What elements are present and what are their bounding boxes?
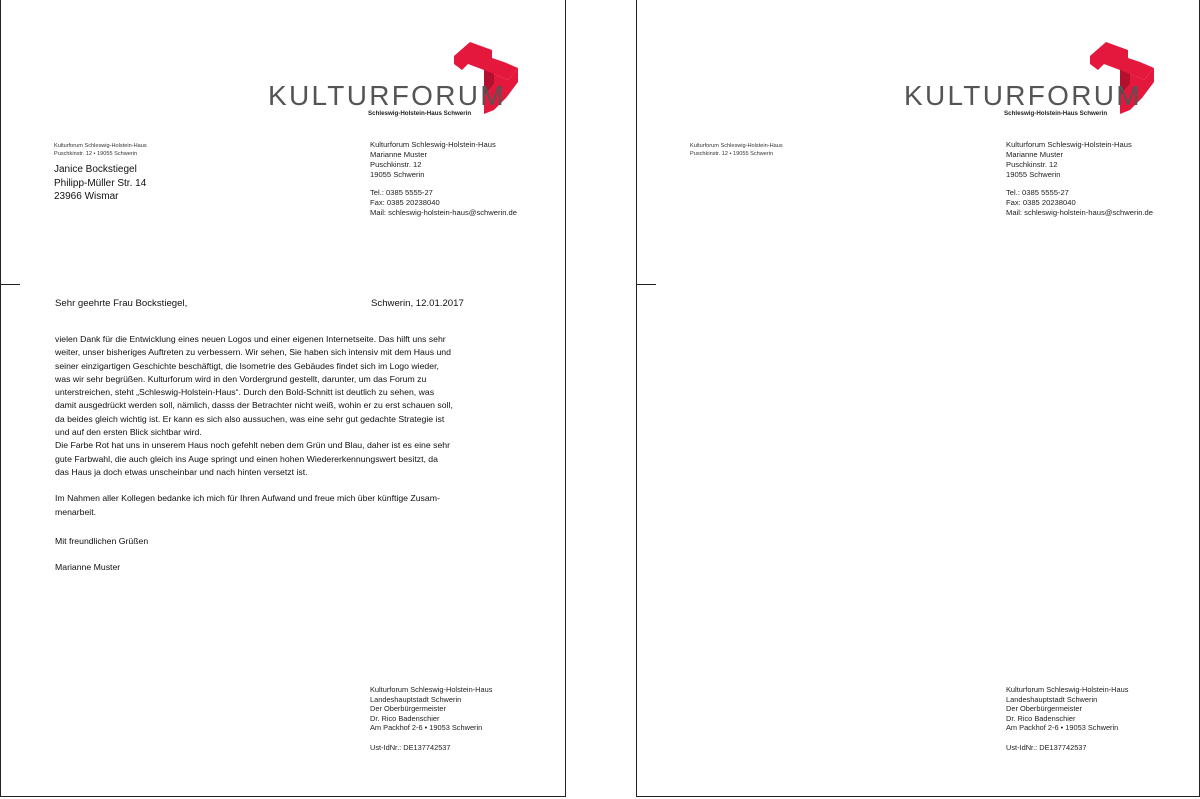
sender-line-1: Kulturforum Schleswig-Holstein-Haus bbox=[54, 143, 147, 149]
contact-city: 19055 Schwerin bbox=[1006, 170, 1061, 179]
contact-tel: Tel.: 0385 5555-27 bbox=[370, 188, 433, 197]
contact-mail: Mail: schleswig-holstein-haus@schwerin.de bbox=[370, 208, 517, 217]
footer-block bbox=[1006, 685, 1128, 753]
body-line: das Haus ja doch etwas unscheinbar und nach hinten versetzt ist. bbox=[55, 466, 308, 477]
body-line: Die Farbe Rot hat uns in unserem Haus noch gefehlt neben dem Grün und Blau, daher ist es eine sehr bbox=[55, 440, 451, 451]
footer-line: Dr. Rico Badenschier bbox=[370, 713, 440, 723]
contact-city: 19055 Schwerin bbox=[370, 170, 425, 179]
footer-line: Kulturforum Schleswig-Holstein-Haus bbox=[370, 685, 493, 694]
logo-subtitle: Schleswig-Holstein-Haus Schwerin bbox=[368, 110, 472, 117]
footer-line: Dr. Rico Badenschier bbox=[1006, 713, 1076, 723]
footer-line: Am Packhof 2-6 • 19053 Schwerin bbox=[1006, 723, 1119, 733]
body-line: menarbeit. bbox=[55, 506, 97, 517]
footer-tax-id: Ust-IdNr.: DE137742537 bbox=[1006, 742, 1087, 752]
footer-tax-id: Ust-IdNr.: DE137742537 bbox=[370, 742, 451, 752]
recipient-address bbox=[54, 163, 146, 204]
sender-line-1: Kulturforum Schleswig-Holstein-Haus bbox=[690, 143, 783, 149]
footer-line: Kulturforum Schleswig-Holstein-Haus bbox=[1006, 685, 1129, 694]
body-line: unterstreichen, steht „Schleswig-Holstein-Haus“. Durch den Bold-Schnitt ist deutlich zu sehen, was bbox=[55, 387, 435, 398]
recipient-city: 23966 Wismar bbox=[54, 191, 119, 202]
letter-page-filled bbox=[0, 0, 566, 797]
contact-org: Kulturforum Schleswig-Holstein-Haus bbox=[370, 140, 496, 149]
body-line: weiter, unser bisheriges Auftreten zu verbessern. Wir sehen, Sie haben sich intensiv mit dem Haus und bbox=[55, 347, 451, 358]
footer-block bbox=[370, 685, 492, 753]
footer-line: Der Oberbürgermeister bbox=[370, 704, 446, 714]
contact-street: Puschkinstr. 12 bbox=[370, 160, 422, 169]
salutation: Sehr geehrte Frau Bockstiegel, bbox=[55, 298, 188, 309]
logo-subtitle: Schleswig-Holstein-Haus Schwerin bbox=[1004, 110, 1108, 117]
letter-body bbox=[55, 333, 505, 519]
letterhead-page-blank bbox=[636, 0, 1200, 797]
contact-block bbox=[370, 140, 517, 218]
signer-name: Marianne Muster bbox=[55, 562, 121, 572]
body-line: und auf den ersten Blick sichtbar wird. bbox=[55, 427, 202, 438]
body-line: gute Farbwahl, die auch gleich ins Auge springt und einen hohen Wiedererkennungswert besitzt, da bbox=[55, 453, 438, 464]
body-line: damit ausgedrückt werden soll, nämlich, dasss der Betrachter nicht weiß, wohin er zu erst schauen soll, bbox=[55, 400, 453, 411]
contact-person: Marianne Muster bbox=[370, 150, 427, 159]
kulturforum-logo bbox=[268, 40, 528, 120]
kulturforum-logo bbox=[904, 40, 1164, 120]
fold-mark bbox=[637, 284, 656, 285]
body-line: seiner einzigartigen Geschichte beschäftigt, die Isometrie des Gebäudes findet sich im Logo wieder, bbox=[55, 360, 439, 371]
date-line: Schwerin, 12.01.2017 bbox=[371, 298, 464, 309]
fold-mark bbox=[1, 284, 20, 285]
contact-block bbox=[1006, 140, 1153, 218]
recipient-street: Philipp-Müller Str. 14 bbox=[54, 177, 147, 189]
body-line: was wir sehr begrüßen. Kulturforum wird in den Vordergrund gestellt, darunter, um das Forum zu bbox=[55, 373, 427, 384]
contact-mail: Mail: schleswig-holstein-haus@schwerin.de bbox=[1006, 208, 1153, 217]
footer-line: Der Oberbürgermeister bbox=[1006, 704, 1082, 714]
contact-fax: Fax: 0385 20238040 bbox=[370, 198, 440, 207]
sender-line-2: Puschkinstr. 12 • 19055 Schwerin bbox=[690, 151, 774, 157]
footer-line: Landeshauptstadt Schwerin bbox=[1006, 694, 1098, 704]
contact-street: Puschkinstr. 12 bbox=[1006, 160, 1058, 169]
footer-line: Landeshauptstadt Schwerin bbox=[370, 694, 462, 704]
sender-line-2: Puschkinstr. 12 • 19055 Schwerin bbox=[54, 151, 138, 157]
footer-line: Am Packhof 2-6 • 19053 Schwerin bbox=[370, 723, 483, 733]
body-line: da beides gleich wichtig ist. Er kann es sich also aussuchen, was eine sehr gut gedachte Strategie ist bbox=[55, 413, 445, 424]
contact-org: Kulturforum Schleswig-Holstein-Haus bbox=[1006, 140, 1132, 149]
recipient-name: Janice Bockstiegel bbox=[54, 164, 137, 175]
body-line: vielen Dank für die Entwicklung eines neuen Logos und einer eigenen Internetseite. Das hilft uns sehr bbox=[55, 334, 446, 344]
contact-fax: Fax: 0385 20238040 bbox=[1006, 198, 1076, 207]
logo-wordmark: KULTURFORUM bbox=[904, 80, 1142, 111]
body-line: Im Nahmen aller Kollegen bedanke ich mich für Ihren Aufwand und freue mich über künftige Zusam- bbox=[55, 493, 440, 504]
contact-tel: Tel.: 0385 5555-27 bbox=[1006, 188, 1069, 197]
closing-phrase: Mit freundlichen Grüßen bbox=[55, 536, 149, 546]
sender-return-address bbox=[54, 142, 147, 158]
logo-wordmark: KULTURFORUM bbox=[268, 80, 506, 111]
sender-return-address bbox=[690, 142, 783, 158]
contact-person: Marianne Muster bbox=[1006, 150, 1063, 159]
